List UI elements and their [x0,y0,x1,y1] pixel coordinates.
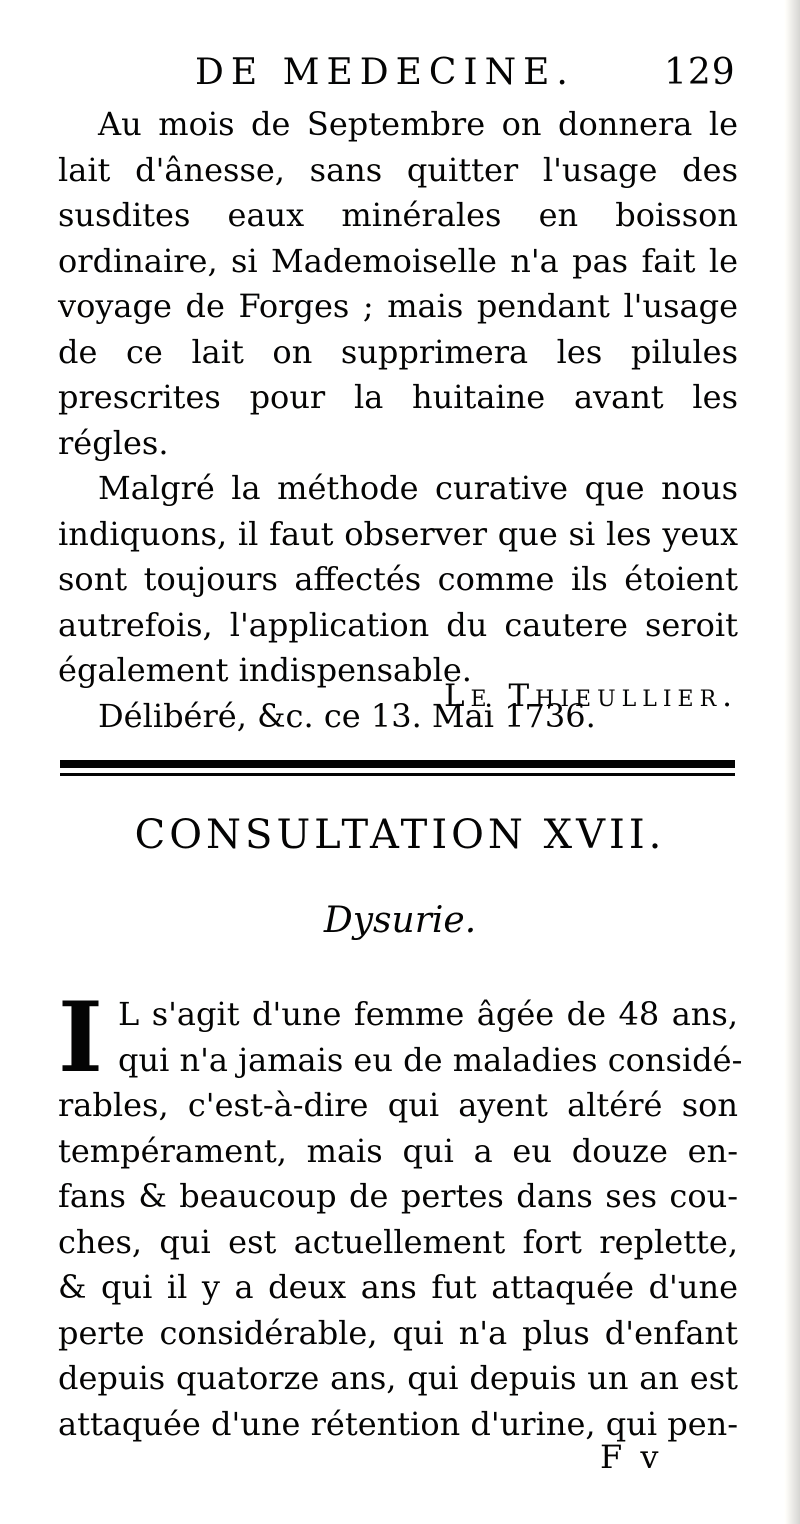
signature: Le Thieullier. [443,678,738,714]
body-line: depuis quatorze ans, qui depuis un an est [58,1359,738,1397]
section-heading: CONSULTATION XVII. [134,812,666,858]
body-line: fans & beaucoup de pertes dans ses cou- [58,1177,738,1215]
section-subheading: Dysurie. [323,900,477,941]
body-line: & qui il y a deux ans fut attaquée d'une [58,1268,738,1306]
page-number: 129 [664,52,736,93]
body-line: ches, qui est actuellement fort replette, [58,1222,738,1261]
running-title: DE MEDECINE. [195,52,575,93]
body-line: qui n'a jamais eu de maladies considé- [118,1040,743,1079]
body-line: rables, c'est-à-dire qui ayent altéré son [58,1086,738,1124]
body-line: L s'agit d'une femme âgée de 48 ans, [118,995,738,1033]
paragraph: Malgré la méthode curative que nous indiquons, il faut observer que si les yeux sont toujours affectés comme ils étoient autrefois, l'application du cautere seroit également indispensable. [58,469,738,689]
page-header [0,52,800,100]
catchword: F v [600,1438,663,1476]
body-line: tempérament, mais qui a eu douze en- [58,1131,738,1170]
body-line: perte considérable, qui n'a plus d'enfant [58,1313,738,1352]
section-divider-thick [60,760,735,768]
previous-consultation-text [58,102,738,739]
paragraph: Au mois de Septembre on donnera le lait d'ânesse, sans quitter l'usage des susdites eaux minérales en boisson ordinaire, si Mademoiselle n'a pas fait le voyage de Forges ; mais pendant l'usage de ce lait on supprimera les pilules prescrites pour la huitaine avant les régles. [58,105,738,462]
consultation-body [58,981,743,1447]
body-line: attaquée d'une rétention d'urine, qui pen- [58,1404,739,1443]
section-divider-thin [60,773,735,776]
page-fold-shadow [782,0,800,1524]
drop-cap: I [58,981,103,1094]
paragraph: Délibéré, &c. ce 13. Mai 1736. [98,696,596,735]
